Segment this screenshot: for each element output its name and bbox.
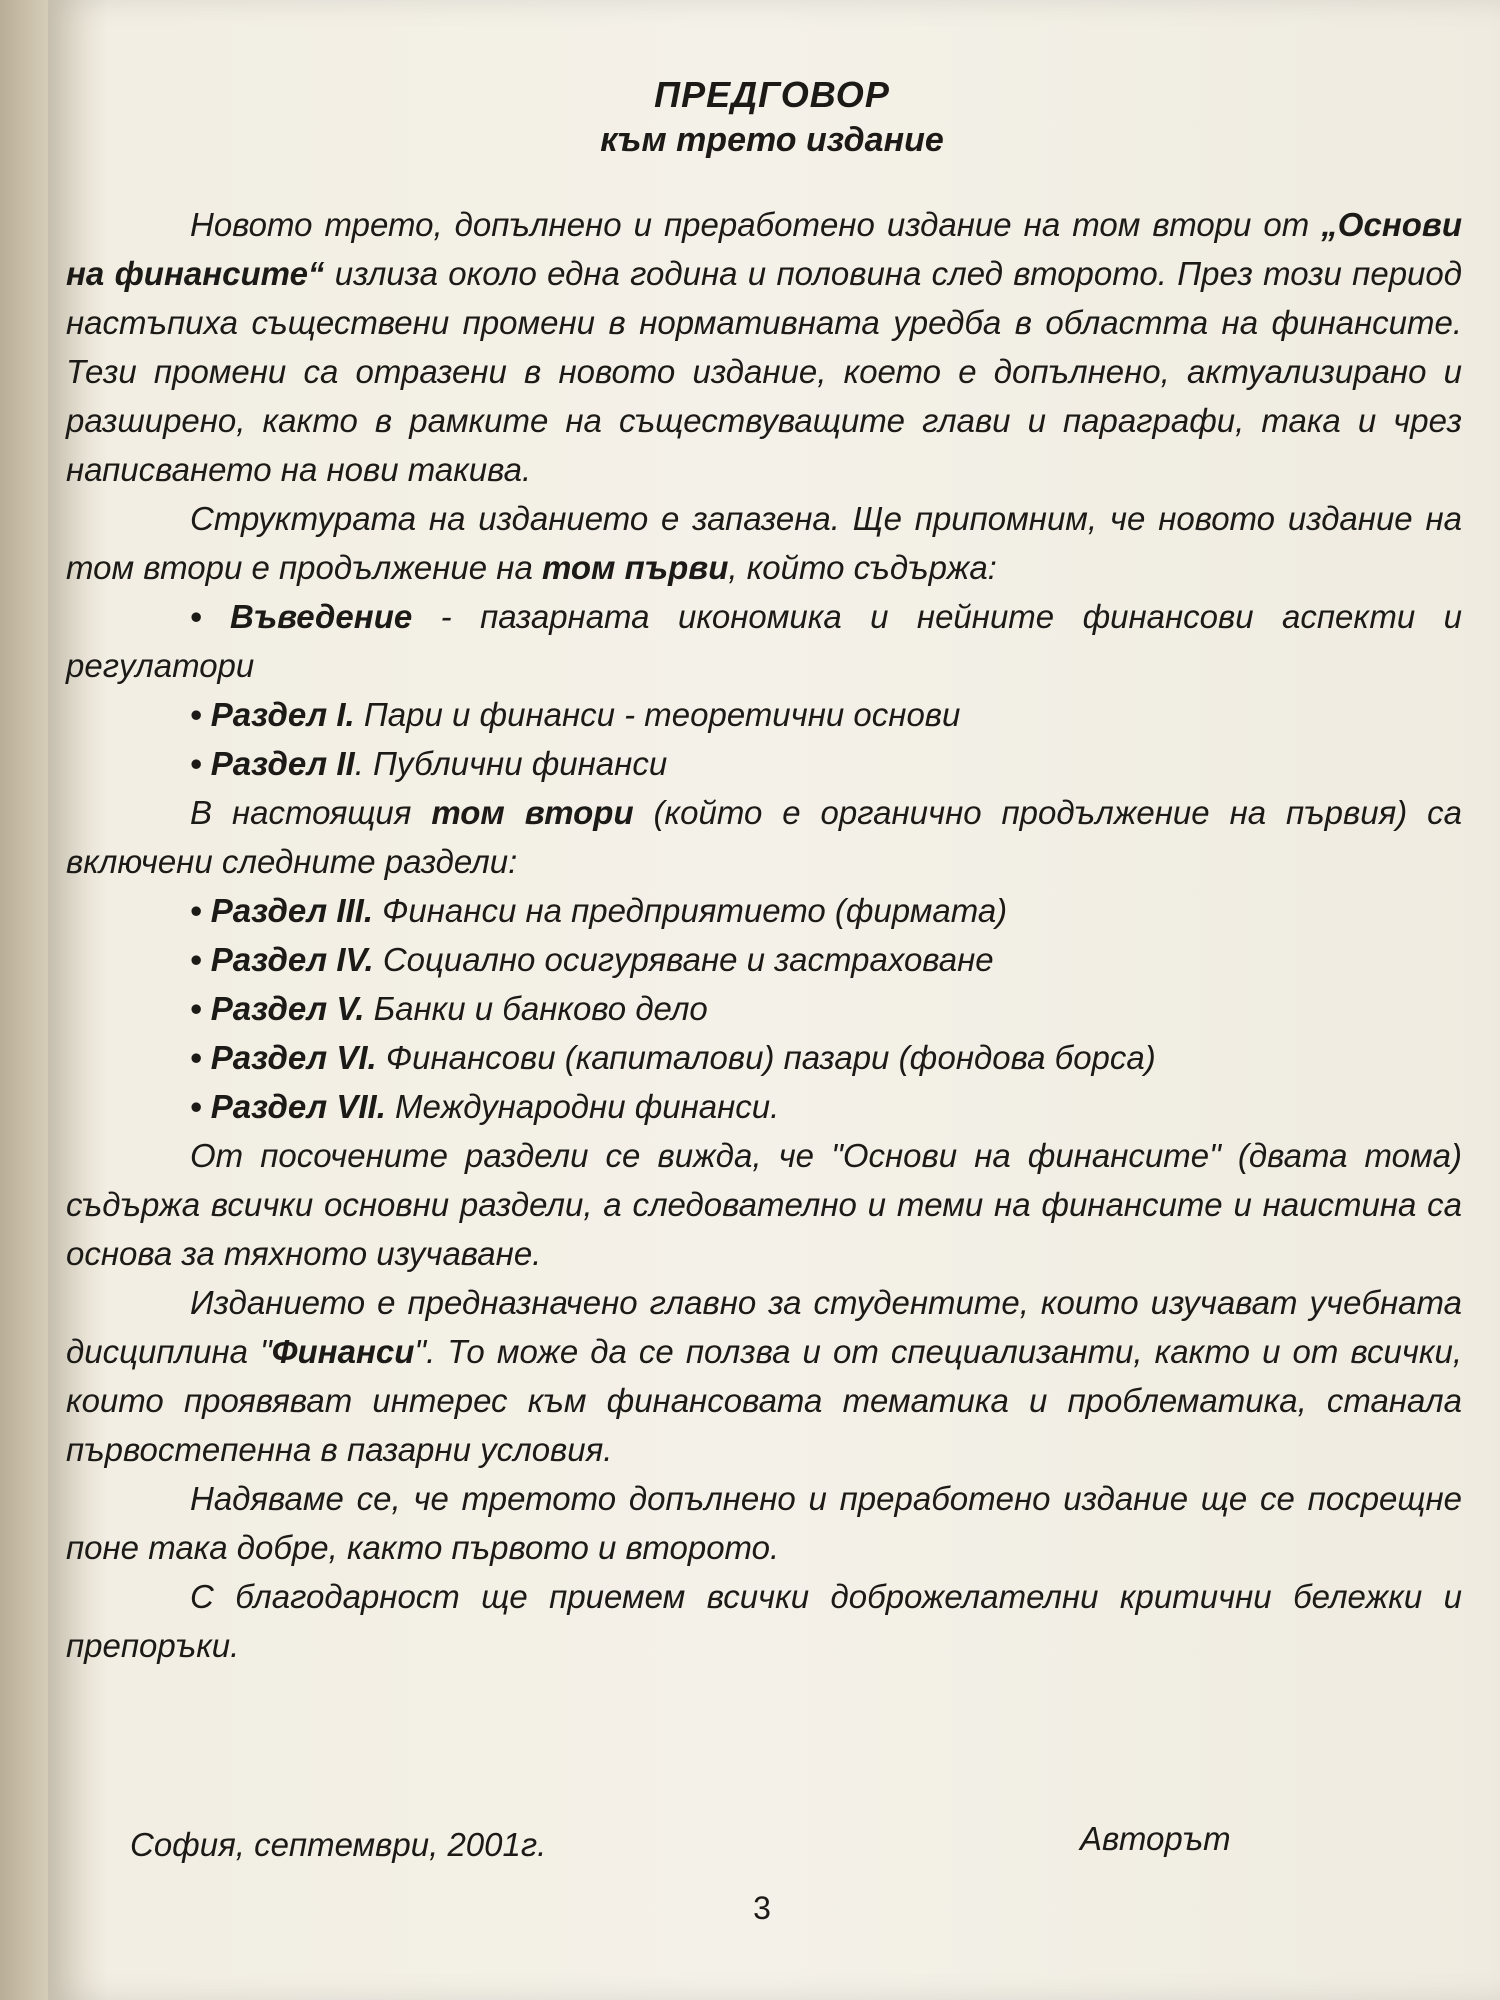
- list-item-section-6: [66, 1033, 1462, 1082]
- paragraph-6: Надяваме се, че третото допълнено и преработено издание ще се посрещне поне така добре, както първото и второто.: [66, 1480, 1462, 1566]
- list-item-text: . Публични финанси: [354, 745, 668, 782]
- list-item-section-7: [66, 1082, 1462, 1131]
- paragraph-5-text-c: ". То може да се ползва и от специализанти, както и от всички, които проявяват интерес към финансовата тематика и проблематика, станала първостепенна в пазарни условия.: [66, 1333, 1462, 1468]
- paragraph-1-text-a: Новото трето, допълнено и преработено издание на том втори от: [190, 206, 1322, 243]
- author-signature: Авторът: [1080, 1820, 1231, 1857]
- volume-one-bold: том първи: [541, 549, 729, 586]
- list-item-text: Пари и финанси - теоретични основи: [354, 696, 961, 733]
- list-item-section-2: [66, 739, 1462, 788]
- list-item-bold: • Раздел I.: [190, 696, 355, 733]
- city-date: София, септември, 2001г.: [130, 1826, 547, 1863]
- paragraph-4: От посочените раздели се вижда, че "Основи на финансите" (двата тома) съдържа всички основни раздели, а следователно и теми на финансите и наистина са основа за тяхното изучаване.: [66, 1137, 1462, 1272]
- list-item-intro: [66, 592, 1462, 690]
- page-title: ПРЕДГОВОР: [654, 74, 890, 115]
- paragraph-3-text-c: (който е органично продължение на първия) са включени следните раздели:: [66, 794, 1462, 880]
- list-item-section-5: [66, 984, 1462, 1033]
- volume-two-bold: том втори: [431, 794, 634, 831]
- list-item-text: Банки и банково дело: [364, 990, 708, 1027]
- list-item-bold: • Раздел III.: [190, 892, 374, 929]
- paragraph-3-text-a: В настоящия: [190, 794, 432, 831]
- page-number-value: 3: [753, 1890, 771, 1926]
- list-item-bold: • Раздел V.: [190, 990, 365, 1027]
- paragraph-1-text-c: излиза около една година и половина след второто. През този период настъпиха съществени промени в нормативната уредба в областта на финансите. Тези промени са отразени в новото издание, което е допълнено, актуализирано и разширено, както в рамките на съществуващите глави и параграфи, така и чрез написването на нови такива.: [66, 255, 1462, 488]
- page-content: [66, 72, 1462, 1670]
- paragraph-7: С благодарност ще приемем всички доброжелателни критични бележки и препоръки.: [66, 1578, 1462, 1664]
- list-item-text: Социално осигуряване и застраховане: [373, 941, 994, 978]
- list-item-bold: • Раздел VI.: [190, 1039, 377, 1076]
- list-item-bold: • Раздел VII.: [190, 1088, 386, 1125]
- paragraph-3: [66, 788, 1462, 886]
- book-page: [48, 0, 1500, 2000]
- list-item-text: - пазарната икономика и нейните финансови аспекти и регулатори: [66, 598, 1462, 684]
- list-item-section-1: [66, 690, 1462, 739]
- list-item-bold: • Раздел II: [190, 745, 355, 782]
- book-title-bold: „Основи на финансите“: [66, 206, 1462, 292]
- list-item-text: Финанси на предприятието (фирмата): [373, 892, 1008, 929]
- paragraph-2: [66, 494, 1462, 592]
- paragraph-2-text-c: , който съдържа:: [728, 549, 997, 586]
- page-footer: [80, 1820, 1260, 1876]
- list-item-bold: • Раздел IV.: [190, 941, 374, 978]
- discipline-name-bold: Финанси: [271, 1333, 415, 1370]
- list-item-bold: • Въведение: [190, 598, 413, 635]
- page-number: [48, 1890, 1500, 1927]
- paragraph-5: [66, 1278, 1462, 1474]
- paragraph-5-text-a: Изданието е предназначено главно за студентите, които изучават учебната дисциплина ": [66, 1284, 1462, 1370]
- list-item-text: Финансови (капиталови) пазари (фондова борса): [376, 1039, 1156, 1076]
- page-subtitle: към трето издание: [600, 121, 944, 159]
- list-item-section-4: [66, 935, 1462, 984]
- paragraph-2-text-a: Структурата на изданието е запазена. Ще припомним, че новото издание на том втори е продължение на: [66, 500, 1462, 586]
- book-spine-shadow: [0, 0, 48, 2000]
- paragraph-1: [66, 200, 1462, 494]
- list-item-section-3: [66, 886, 1462, 935]
- list-item-text: Международни финанси.: [385, 1088, 780, 1125]
